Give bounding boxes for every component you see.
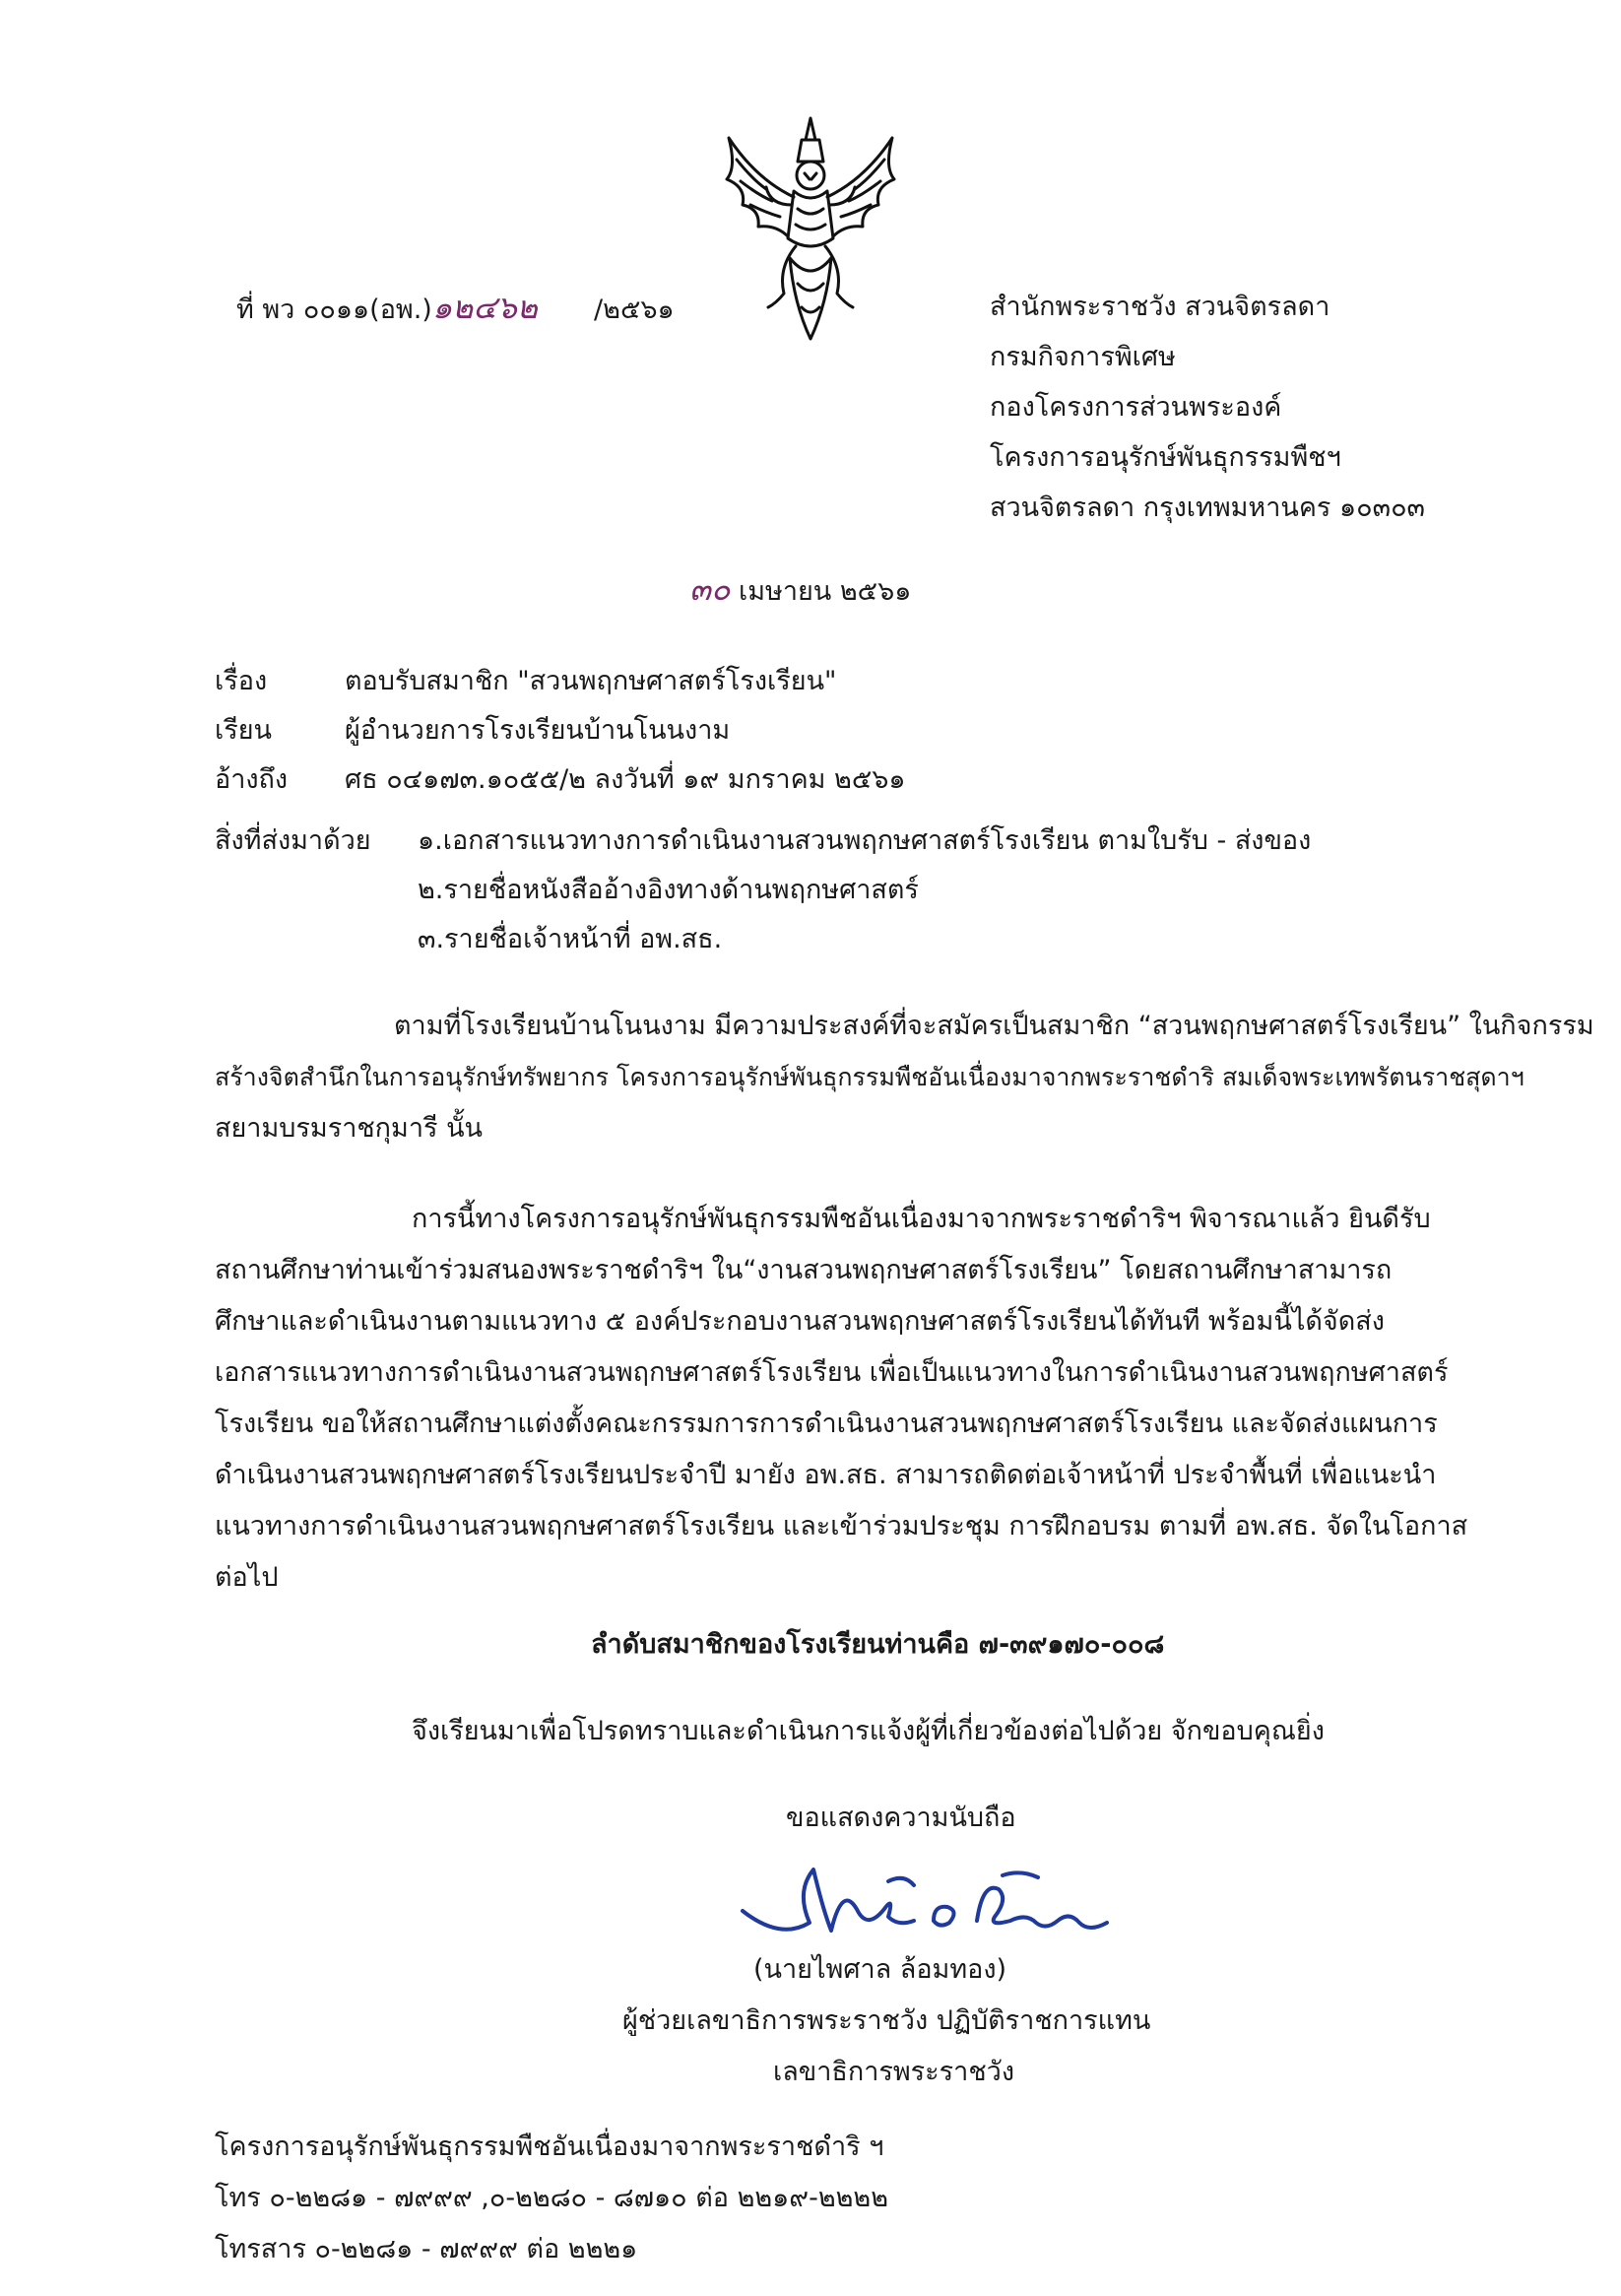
paragraph-2-line: ต่อไป [215,1562,279,1593]
paragraph-2-line: ดำเนินงานสวนพฤกษศาสตร์โรงเรียนประจำปี มายัง อพ.สธ. สามารถติดต่อเจ้าหน้าที่ ประจำพื้นที่ เพื่อแนะนำ [215,1460,1437,1490]
paragraph-1-line: ตามที่โรงเรียนบ้านโนนงาม มีความประสงค์ที่จะสมัครเป็นสมาชิก “สวนพฤกษศาสตร์โรงเรียน” ในกิจกรรม [394,1011,1594,1041]
signatory-title-1: ผู้ช่วยเลขาธิการพระราชวัง ปฏิบัติราชการแทน [622,2005,1151,2036]
subject-text: ตอบรับสมาชิก "สวนพฤกษศาสตร์โรงเรียน" [345,666,837,696]
footer-fax: โทรสาร ๐-๒๒๘๑ - ๗๙๙๙ ต่อ ๒๒๒๑ [215,2234,638,2264]
garuda-emblem-icon [707,110,914,347]
sender-line-2: กรมกิจการพิเศษ [990,342,1176,372]
signatory-title-2: เลขาธิการพระราชวัง [773,2057,1015,2087]
paragraph-2-line: แนวทางการดำเนินงานสวนพฤกษศาสตร์โรงเรียน และเข้าร่วมประชุม การฝึกอบรม ตามที่ อพ.สธ. จัดในโอกาส [215,1511,1468,1542]
paragraph-2-line: เอกสารแนวทางการดำเนินงานสวนพฤกษศาสตร์โรงเรียน เพื่อเป็นแนวทางในการดำเนินงานสวนพฤกษศาสตร์ [215,1357,1449,1388]
enclosure-item-3: ๓.รายชื่อเจ้าหน้าที่ อพ.สธ. [418,924,723,954]
paragraph-2-line: ศึกษาและดำเนินงานตามแนวทาง ๕ องค์ประกอบงานสวนพฤกษศาสตร์โรงเรียนได้ทันที พร้อมนี้ได้จัดส่ง [215,1306,1385,1337]
ref-number-prefix: ที่ พว ๐๐๑๑(อพ.) [236,295,432,325]
enclosure-item-2: ๒.รายชื่อหนังสืออ้างอิงทางด้านพฤกษศาสตร์ [418,875,919,905]
enclosure-label: สิ่งที่ส่งมาด้วย [215,825,371,856]
reference-text: ศธ ๐๔๑๗๓.๑๐๕๕/๒ ลงวันที่ ๑๙ มกราคม ๒๕๖๑ [345,764,906,795]
footer-organization: โครงการอนุรักษ์พันธุกรรมพืชอันเนื่องมาจากพระราชดำริ ฯ [215,2132,884,2162]
date-month-year: เมษายน ๒๕๖๑ [739,576,912,607]
paragraph-2 [215,1194,1467,1604]
to-label: เรียน [215,715,273,746]
footer-phone: โทร ๐-๒๒๘๑ - ๗๙๙๙ ,๐-๒๒๘๐ - ๘๗๑๐ ต่อ ๒๒๑๙-๒๒๒๒ [215,2183,889,2213]
sender-line-5: สวนจิตรลดา กรุงเทพมหานคร ๑๐๓๐๓ [990,492,1426,523]
letter-date [689,569,911,612]
enclosure-item-1: ๑.เอกสารแนวทางการดำเนินงานสวนพฤกษศาสตร์โรงเรียน ตามใบรับ - ส่งของ [418,825,1312,856]
sender-line-3: กองโครงการส่วนพระองค์ [990,392,1282,423]
reference-label: อ้างถึง [215,764,289,795]
date-day-handwritten: ๓๐ [689,570,731,608]
ref-number-year: /๒๕๖๑ [594,295,675,325]
member-number-line: ลำดับสมาชิกของโรงเรียนท่านคือ ๗-๓๙๑๗๐-๐๐๘ [591,1629,1165,1660]
paragraph-2-line: โรงเรียน ขอให้สถานศึกษาแต่งตั้งคณะกรรมการการดำเนินงานสวนพฤกษศาสตร์โรงเรียน และจัดส่งแผนการ [215,1409,1438,1439]
sender-line-1: สำนักพระราชวัง สวนจิตรลดา [990,292,1330,322]
ref-number [236,288,675,330]
paragraph-1 [215,1001,1594,1154]
handwritten-signature-icon [741,1852,1115,1960]
sender-line-4: โครงการอนุรักษ์พันธุกรรมพืชฯ [990,442,1341,473]
to-text: ผู้อำนวยการโรงเรียนบ้านโนนงาม [345,715,731,746]
signatory-name: (นายไพศาล ล้อมทอง) [753,1954,1007,1985]
paragraph-2-line: สถานศึกษาท่านเข้าร่วมสนองพระราชดำริฯ ใน“งานสวนพฤกษศาสตร์โรงเรียน” โดยสถานศึกษาสามารถ [215,1255,1393,1285]
closing-sentence: จึงเรียนมาเพื่อโปรดทราบและดำเนินการแจ้งผู้ที่เกี่ยวข้องต่อไปด้วย จักขอบคุณยิ่ง [412,1716,1325,1746]
respect-closing: ขอแสดงความนับถือ [786,1803,1016,1833]
ref-number-handwritten: ๑๒๔๖๒ [431,289,538,326]
subject-label: เรื่อง [215,666,268,696]
paragraph-1-line: สยามบรมราชกุมารี นั้น [215,1113,483,1144]
paragraph-1-line: สร้างจิตสำนึกในการอนุรักษ์ทรัพยากร โครงการอนุรักษ์พันธุกรรมพืชอันเนื่องมาจากพระราชดำริ สมเด็จพระเทพรัตนราชสุดาฯ [215,1063,1524,1091]
paragraph-2-line: การนี้ทางโครงการอนุรักษ์พันธุกรรมพืชอันเนื่องมาจากพระราชดำริฯ พิจารณาแล้ว ยินดีรับ [412,1204,1431,1234]
